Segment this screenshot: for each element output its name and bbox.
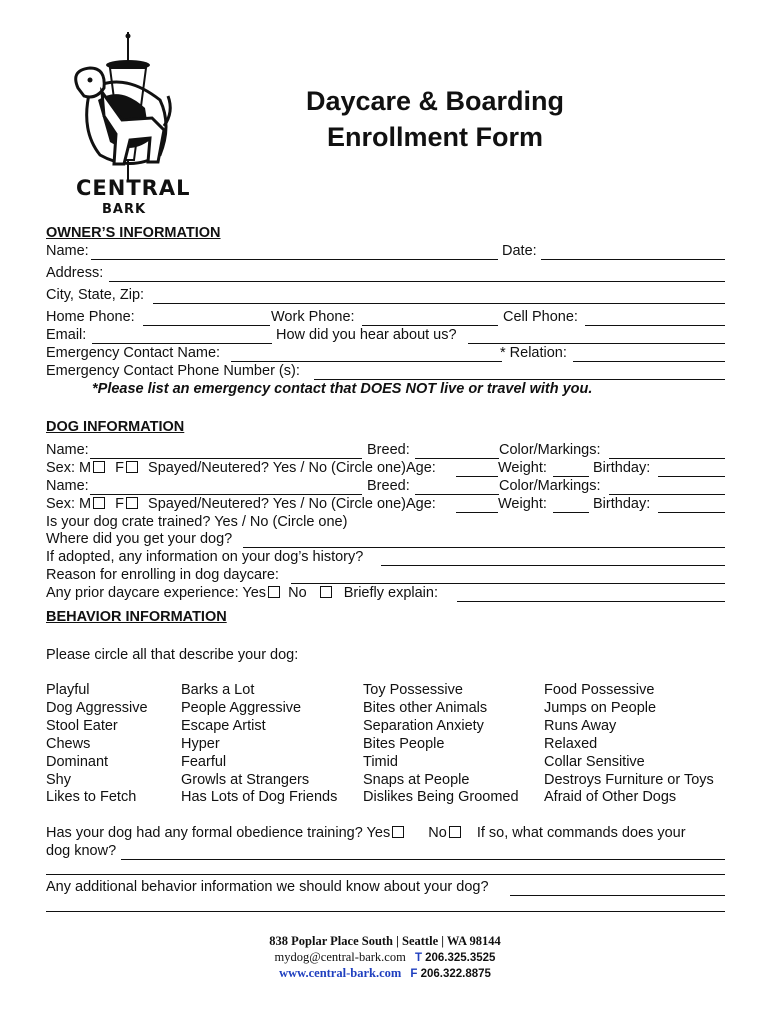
footer-contact-line2 [0, 966, 770, 981]
work-phone-field[interactable] [362, 325, 498, 326]
additional-label: Any additional behavior information we should know about your dog? [46, 879, 489, 895]
dog1-age-field[interactable] [456, 476, 498, 477]
dog2-breed-field[interactable] [415, 494, 499, 495]
trait-item[interactable]: Escape Artist [181, 717, 266, 734]
trait-item[interactable]: Bites other Animals [363, 699, 488, 716]
trait-item[interactable]: Timid [363, 753, 398, 770]
dog1-sex-label: Sex: M [46, 460, 92, 476]
dog1-breed-label: Breed: [367, 442, 410, 458]
home-phone-label: Home Phone: [46, 309, 135, 325]
commands-field-2[interactable] [46, 874, 725, 875]
adopted-field[interactable] [381, 565, 725, 566]
trait-item[interactable]: Toy Possessive [363, 682, 463, 698]
dog2-breed-label: Breed: [367, 478, 410, 494]
trait-item[interactable]: Playful [46, 682, 90, 698]
central-bark-logo-icon [60, 30, 180, 180]
trait-item[interactable]: Hyper [181, 735, 220, 752]
footer-address: 838 Poplar Place South | Seattle | WA 98144 [269, 934, 501, 948]
dog2-color-field[interactable] [609, 494, 725, 495]
dog1-male-checkbox[interactable] [93, 461, 105, 473]
address-label: Address: [46, 265, 104, 281]
explain-label: Briefly explain: [343, 585, 438, 601]
trait-item[interactable]: Growls at Strangers [181, 771, 310, 788]
trait-item[interactable]: Food Possessive [544, 682, 655, 698]
dog2-name-field[interactable] [90, 494, 362, 495]
date-field[interactable] [541, 259, 725, 260]
footer-f-label: F [410, 968, 418, 980]
dog2-female-checkbox[interactable] [126, 497, 138, 509]
footer-website-link[interactable]: www.central-bark.com [279, 966, 402, 980]
emergency-phone-label: Emergency Contact Phone Number (s): [46, 363, 300, 379]
trait-item[interactable]: Barks a Lot [181, 682, 255, 698]
dog2-name-label: Name: [46, 478, 89, 494]
home-phone-field[interactable] [143, 325, 270, 326]
circle-instructions: Please circle all that describe your dog: [46, 647, 299, 663]
footer-t-label: T [414, 952, 422, 964]
form-title-line2: Enrollment Form [326, 122, 543, 152]
training-yes-checkbox[interactable] [392, 826, 404, 838]
footer-email[interactable]: mydog@central-bark.com [274, 950, 406, 964]
trait-item[interactable]: Likes to Fetch [46, 789, 137, 806]
work-phone-label: Work Phone: [271, 309, 355, 325]
cell-phone-field[interactable] [585, 325, 725, 326]
logo-central-text: CENTRAL [76, 176, 191, 200]
dog2-age-field[interactable] [456, 512, 498, 513]
footer-contact-line1 [0, 950, 770, 965]
behavior-column-2 [181, 682, 337, 807]
additional-field[interactable] [510, 895, 725, 896]
trait-item[interactable]: Relaxed [544, 735, 598, 752]
hear-field[interactable] [468, 343, 725, 344]
trait-item[interactable]: Shy [46, 771, 71, 788]
dog2-color-label: Color/Markings: [499, 478, 601, 494]
dog1-sex-row [46, 460, 436, 476]
dog1-name-label: Name: [46, 442, 89, 458]
dog1-female-checkbox[interactable] [126, 461, 138, 473]
dog1-name-field[interactable] [90, 458, 362, 459]
training-row [46, 825, 686, 841]
dog2-male-checkbox[interactable] [93, 497, 105, 509]
trait-item[interactable]: Bites People [363, 735, 445, 752]
reason-label: Reason for enrolling in dog daycare: [46, 567, 279, 583]
trait-item[interactable]: Separation Anxiety [363, 717, 484, 734]
crate-trained-label: Is your dog crate trained? Yes / No (Circle one) [46, 514, 348, 530]
prior-yes-checkbox[interactable] [268, 586, 280, 598]
trait-item[interactable]: Dominant [46, 753, 109, 770]
owner-name-field[interactable] [91, 259, 498, 260]
trait-item[interactable]: Dislikes Being Groomed [363, 789, 519, 806]
owner-name-label: Name: [46, 243, 89, 259]
hear-label: How did you hear about us? [276, 327, 457, 343]
logo [60, 30, 191, 220]
adopted-label: If adopted, any information on your dog’s history? [46, 549, 364, 565]
explain-field[interactable] [457, 601, 725, 602]
dog1-weight-label: Weight: [498, 460, 547, 476]
dog-section-heading: DOG INFORMATION [46, 419, 185, 435]
where-field[interactable] [243, 547, 725, 548]
dog2-birthday-field[interactable] [658, 512, 725, 513]
behavior-column-3 [363, 682, 519, 807]
behavior-section-heading: BEHAVIOR INFORMATION [46, 609, 227, 625]
additional-field-2[interactable] [46, 911, 725, 912]
emergency-name-label: Emergency Contact Name: [46, 345, 221, 361]
behavior-column-4 [544, 682, 714, 807]
training-no-label: No [428, 825, 447, 841]
email-field[interactable] [92, 343, 272, 344]
owner-section-heading: OWNER’S INFORMATION [46, 225, 221, 241]
dog2-weight-field[interactable] [553, 512, 589, 513]
trait-item[interactable]: Has Lots of Dog Friends [181, 789, 338, 806]
trait-item[interactable]: Jumps on People [544, 699, 657, 716]
emergency-phone-field[interactable] [314, 379, 725, 380]
dog1-f-label: F [115, 460, 125, 476]
email-label: Email: [46, 327, 87, 343]
trait-item[interactable]: Collar Sensitive [544, 753, 645, 770]
trait-item[interactable]: Snaps at People [363, 771, 470, 788]
dog-know-label: dog know? [46, 843, 117, 859]
cell-phone-label: Cell Phone: [503, 309, 578, 325]
prior-label: Any prior daycare experience: Yes [46, 585, 267, 601]
trait-item[interactable]: Destroys Furniture or Toys [544, 771, 714, 788]
relation-label: * Relation: [500, 345, 567, 361]
prior-no-checkbox[interactable] [320, 586, 332, 598]
dog2-f-label: F [115, 496, 125, 512]
commands-field[interactable] [121, 859, 725, 860]
dog1-birthday-field[interactable] [658, 476, 725, 477]
training-label: Has your dog had any formal obedience training? Yes [46, 825, 391, 841]
dog2-weight-label: Weight: [498, 496, 547, 512]
address-field[interactable] [109, 281, 725, 282]
trait-item[interactable]: Afraid of Other Dogs [544, 789, 677, 806]
emergency-name-field[interactable] [231, 361, 502, 362]
dog1-breed-field[interactable] [415, 458, 499, 459]
date-label: Date: [502, 243, 537, 259]
reason-field[interactable] [291, 583, 725, 584]
commands-label: If so, what commands does your [476, 825, 686, 841]
emergency-note: *Please list an emergency contact that DOES NOT live or travel with you. [92, 381, 593, 397]
city-label: City, State, Zip: [46, 287, 145, 303]
dog1-spayed-label: Spayed/Neutered? Yes / No (Circle one)Age: [148, 460, 436, 476]
dog1-birthday-label: Birthday: [593, 460, 651, 476]
training-no-checkbox[interactable] [449, 826, 461, 838]
dog2-birthday-label: Birthday: [593, 496, 651, 512]
city-field[interactable] [153, 303, 725, 304]
dog1-color-label: Color/Markings: [499, 442, 601, 458]
prior-row [46, 585, 438, 601]
dog2-sex-row [46, 496, 436, 512]
form-title-line1: Daycare & Boarding [305, 86, 565, 116]
footer-phone: 206.325.3525 [425, 952, 496, 964]
trait-item[interactable]: People Aggressive [181, 699, 302, 716]
trait-item[interactable]: Dog Aggressive [46, 699, 148, 716]
dog1-weight-field[interactable] [553, 476, 589, 477]
footer-fax: 206.322.8875 [420, 968, 491, 980]
where-label: Where did you get your dog? [46, 531, 233, 547]
logo-bark-text: BARK [102, 202, 147, 217]
trait-item[interactable]: Fearful [181, 753, 227, 770]
trait-item[interactable]: Stool Eater [46, 717, 118, 734]
dog1-color-field[interactable] [609, 458, 725, 459]
prior-no-label: No [288, 585, 307, 601]
trait-item[interactable]: Chews [46, 735, 91, 752]
relation-field[interactable] [573, 361, 725, 362]
dog2-sex-label: Sex: M [46, 496, 92, 512]
behavior-column-1 [46, 682, 148, 807]
trait-item[interactable]: Runs Away [544, 717, 617, 734]
dog2-spayed-label: Spayed/Neutered? Yes / No (Circle one)Age: [148, 496, 436, 512]
